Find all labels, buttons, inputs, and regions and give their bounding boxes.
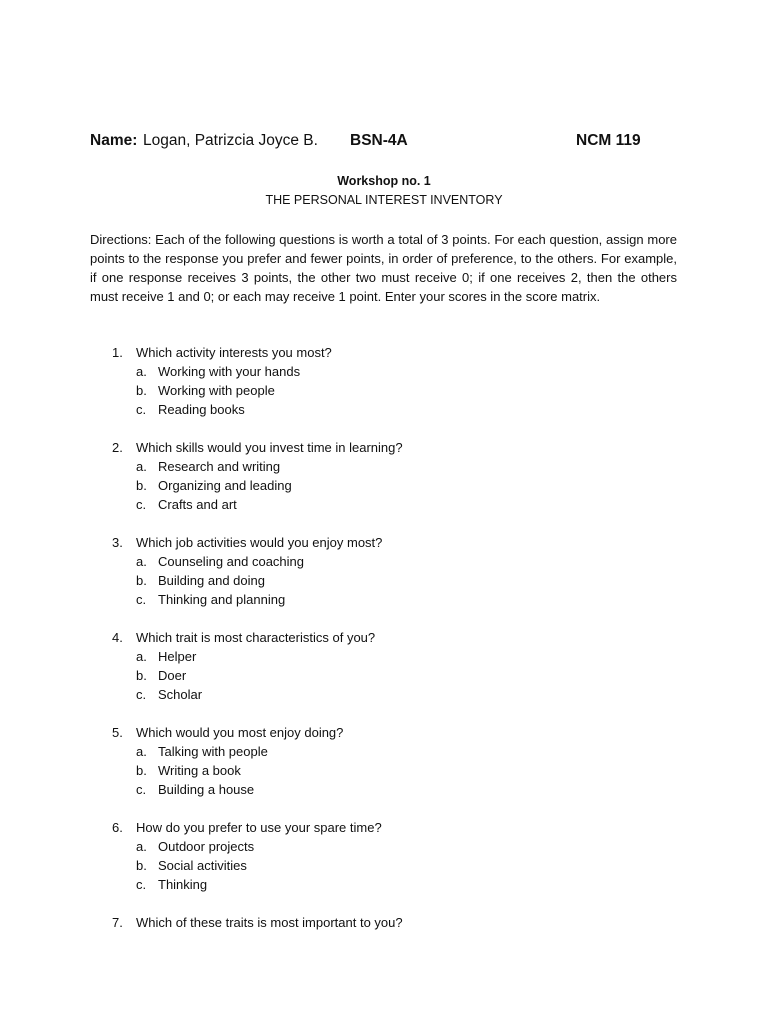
course-code: NCM 119: [576, 132, 641, 149]
inventory-subtitle: THE PERSONAL INTEREST INVENTORY: [265, 193, 503, 207]
option-item: [112, 552, 672, 571]
question-text: Which skills would you invest time in learning?: [136, 440, 403, 455]
option-letter: b.: [136, 573, 147, 588]
option-item: [112, 856, 672, 875]
name-value: Logan, Patrizcia Joyce B.: [143, 132, 318, 149]
option-letter: a.: [136, 649, 147, 664]
option-text: Building and doing: [158, 573, 265, 588]
option-letter: c.: [136, 877, 147, 892]
question-number: 4.: [112, 630, 123, 645]
option-list: [112, 647, 672, 704]
question-text: How do you prefer to use your spare time?: [136, 820, 382, 835]
option-letter: a.: [136, 839, 147, 854]
question-number: 3.: [112, 535, 123, 550]
option-item: [112, 381, 672, 400]
question-text: Which activity interests you most?: [136, 345, 332, 360]
option-text: Organizing and leading: [158, 478, 292, 493]
question-list: [112, 343, 672, 951]
question-item: [112, 628, 672, 704]
option-item: [112, 590, 672, 609]
option-item: [112, 476, 672, 495]
question-item: [112, 818, 672, 894]
option-text: Talking with people: [158, 744, 268, 759]
question-text: Which would you most enjoy doing?: [136, 725, 344, 740]
question-item: [112, 343, 672, 419]
question-number: 1.: [112, 345, 123, 360]
option-item: [112, 666, 672, 685]
option-item: [112, 362, 672, 381]
section-label: BSN-4A: [350, 132, 408, 149]
option-text: Doer: [158, 668, 187, 683]
option-list: [112, 837, 672, 894]
option-letter: c.: [136, 497, 147, 512]
option-text: Helper: [158, 649, 197, 664]
option-letter: c.: [136, 402, 147, 417]
name-label: Name:: [90, 132, 138, 149]
option-item: [112, 457, 672, 476]
option-text: Thinking and planning: [158, 592, 286, 607]
option-letter: b.: [136, 858, 147, 873]
option-letter: b.: [136, 383, 147, 398]
option-list: [112, 457, 672, 514]
question-item: [112, 533, 672, 609]
question-item: [112, 913, 672, 932]
option-item: [112, 875, 672, 894]
option-list: [112, 552, 672, 609]
workshop-title: Workshop no. 1: [337, 174, 431, 188]
question-number: 6.: [112, 820, 123, 835]
option-item: [112, 685, 672, 704]
question-text: Which of these traits is most important to you?: [136, 915, 403, 930]
option-text: Outdoor projects: [158, 839, 255, 854]
option-letter: a.: [136, 459, 147, 474]
option-letter: b.: [136, 478, 147, 493]
option-letter: c.: [136, 592, 147, 607]
option-text: Reading books: [158, 402, 245, 417]
option-text: Working with your hands: [158, 364, 301, 379]
option-item: [112, 742, 672, 761]
question-number: 5.: [112, 725, 123, 740]
option-text: Scholar: [158, 687, 203, 702]
option-letter: b.: [136, 668, 147, 683]
option-letter: b.: [136, 763, 147, 778]
option-item: [112, 495, 672, 514]
directions-paragraph: Directions: Each of the following questions is worth a total of 3 points. For each question, assign more points to the response you prefer and fewer points, in order of preference, to the others. For example, if one response receives 3 points, the other two must receive 0; if one receives 2, then the others must receive 1 and 0; or each may receive 1 point. Enter your scores in the score matrix.: [90, 232, 677, 304]
question-item: [112, 438, 672, 514]
option-text: Thinking: [158, 877, 208, 892]
question-text: Which job activities would you enjoy most?: [136, 535, 383, 550]
option-item: [112, 780, 672, 799]
option-text: Counseling and coaching: [158, 554, 304, 569]
option-item: [112, 837, 672, 856]
option-text: Social activities: [158, 858, 247, 873]
option-text: Working with people: [158, 383, 275, 398]
option-item: [112, 647, 672, 666]
option-text: Building a house: [158, 782, 255, 797]
option-letter: c.: [136, 782, 147, 797]
question-number: 7.: [112, 915, 123, 930]
option-text: Crafts and art: [158, 497, 237, 512]
option-text: Research and writing: [158, 459, 281, 474]
option-list: [112, 362, 672, 419]
question-item: [112, 723, 672, 799]
header-line: [90, 132, 690, 154]
option-item: [112, 571, 672, 590]
option-letter: c.: [136, 687, 147, 702]
option-letter: a.: [136, 554, 147, 569]
option-letter: a.: [136, 364, 147, 379]
option-item: [112, 761, 672, 780]
option-list: [112, 742, 672, 799]
option-item: [112, 400, 672, 419]
option-letter: a.: [136, 744, 147, 759]
question-number: 2.: [112, 440, 123, 455]
question-text: Which trait is most characteristics of you?: [136, 630, 376, 645]
option-text: Writing a book: [158, 763, 241, 778]
